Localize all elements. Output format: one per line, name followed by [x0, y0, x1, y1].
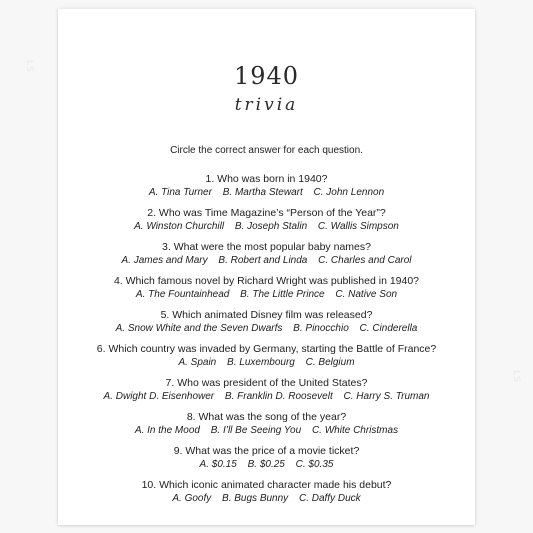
question-list [0, 173, 533, 513]
question-item [0, 173, 533, 207]
answer-option-b[interactable]: B. Joseph Stalin [234, 221, 308, 232]
question-item [0, 275, 533, 309]
watermark-right: LS [511, 370, 521, 383]
question-item [0, 411, 533, 445]
answer-options [0, 492, 533, 506]
answer-option-a[interactable]: A. The Fountainhead [135, 289, 230, 300]
answer-option-a[interactable]: A. $0.15 [199, 459, 237, 470]
answer-options [0, 424, 533, 438]
watermark-left: LS [24, 60, 34, 73]
answer-option-b[interactable]: B. The Little Prince [240, 289, 325, 300]
answer-option-a[interactable]: A. Snow White and the Seven Dwarfs [115, 323, 283, 334]
answer-option-a[interactable]: A. Spain [178, 357, 217, 368]
question-text: 5. Which animated Disney film was released? [160, 309, 373, 321]
question-item [0, 343, 533, 377]
question-item [0, 241, 533, 275]
answer-option-a[interactable]: A. In the Mood [134, 425, 200, 436]
answer-option-b[interactable]: B. Luxembourg [227, 357, 295, 368]
answer-options [0, 458, 533, 472]
question-text: 8. What was the song of the year? [186, 411, 347, 423]
answer-option-b[interactable]: B. Pinocchio [293, 323, 349, 334]
answer-option-c[interactable]: C. Native Son [335, 289, 398, 300]
answer-option-b[interactable]: B. $0.25 [247, 459, 285, 470]
answer-option-a[interactable]: A. Tina Turner [148, 187, 212, 198]
answer-option-b[interactable]: B. Robert and Linda [218, 255, 308, 266]
question-text: 7. Who was president of the United States? [165, 377, 368, 389]
question-item [0, 207, 533, 241]
question-text: 2. Who was Time Magazine’s “Person of the Year”? [147, 207, 386, 219]
answer-option-c[interactable]: C. Daffy Duck [298, 493, 361, 504]
answer-option-b[interactable]: B. I’ll Be Seeing You [210, 425, 302, 436]
answer-option-c[interactable]: C. Wallis Simpson [317, 221, 399, 232]
question-text: 9. What was the price of a movie ticket? [173, 445, 360, 457]
answer-option-c[interactable]: C. John Lennon [313, 187, 385, 198]
answer-option-c[interactable]: C. $0.35 [295, 459, 334, 470]
title-year: 1940 [233, 62, 300, 90]
answer-options [0, 220, 533, 234]
answer-option-a[interactable]: A. James and Mary [121, 255, 208, 266]
answer-option-c[interactable]: C. Cinderella [359, 323, 418, 334]
instruction-text: Circle the correct answer for each question. [170, 145, 363, 156]
answer-option-b[interactable]: B. Martha Stewart [222, 187, 303, 198]
question-text: 3. What were the most popular baby names? [162, 241, 371, 253]
answer-option-c[interactable]: C. White Christmas [311, 425, 399, 436]
question-text: 1. Who was born in 1940? [205, 173, 328, 185]
answer-option-c[interactable]: C. Harry S. Truman [343, 391, 430, 402]
question-text: 4. Which famous novel by Richard Wright was published in 1940? [113, 275, 420, 287]
answer-options [0, 390, 533, 404]
answer-options [0, 356, 533, 370]
answer-options [0, 322, 533, 336]
answer-option-a[interactable]: A. Winston Churchill [134, 221, 225, 232]
question-item [0, 445, 533, 479]
question-text: 6. Which country was invaded by Germany, starting the Battle of France? [96, 343, 437, 355]
answer-option-a[interactable]: A. Dwight D. Eisenhower [103, 391, 215, 402]
answer-option-a[interactable]: A. Goofy [172, 493, 212, 504]
answer-option-b[interactable]: B. Bugs Bunny [222, 493, 289, 504]
answer-options [0, 254, 533, 268]
title-subtitle: trivia [234, 95, 299, 115]
answer-options [0, 288, 533, 302]
answer-option-b[interactable]: B. Franklin D. Roosevelt [224, 391, 333, 402]
question-text: 10. Which iconic animated character made his debut? [141, 479, 392, 491]
question-item [0, 479, 533, 513]
question-item [0, 309, 533, 343]
question-item [0, 377, 533, 411]
answer-option-c[interactable]: C. Belgium [305, 357, 355, 368]
answer-options [0, 186, 533, 200]
answer-option-c[interactable]: C. Charles and Carol [318, 255, 412, 266]
